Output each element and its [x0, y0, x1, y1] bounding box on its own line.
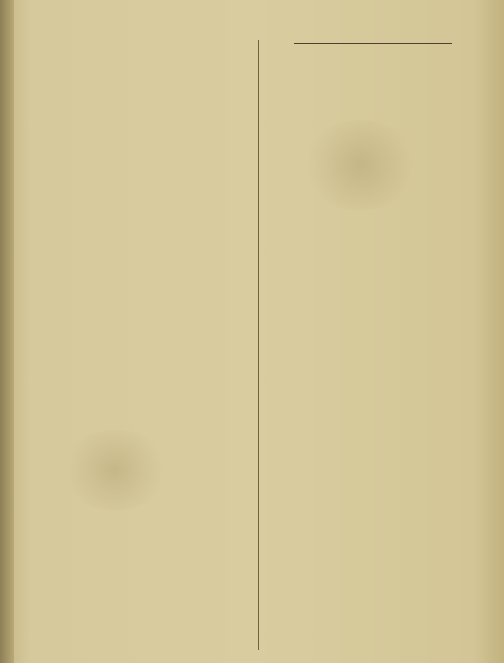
column-divider [258, 40, 259, 650]
page-header [60, 14, 484, 36]
page-binding-edge [0, 0, 14, 663]
section-separator [294, 43, 452, 44]
right-column [264, 40, 482, 650]
left-column [42, 40, 254, 650]
